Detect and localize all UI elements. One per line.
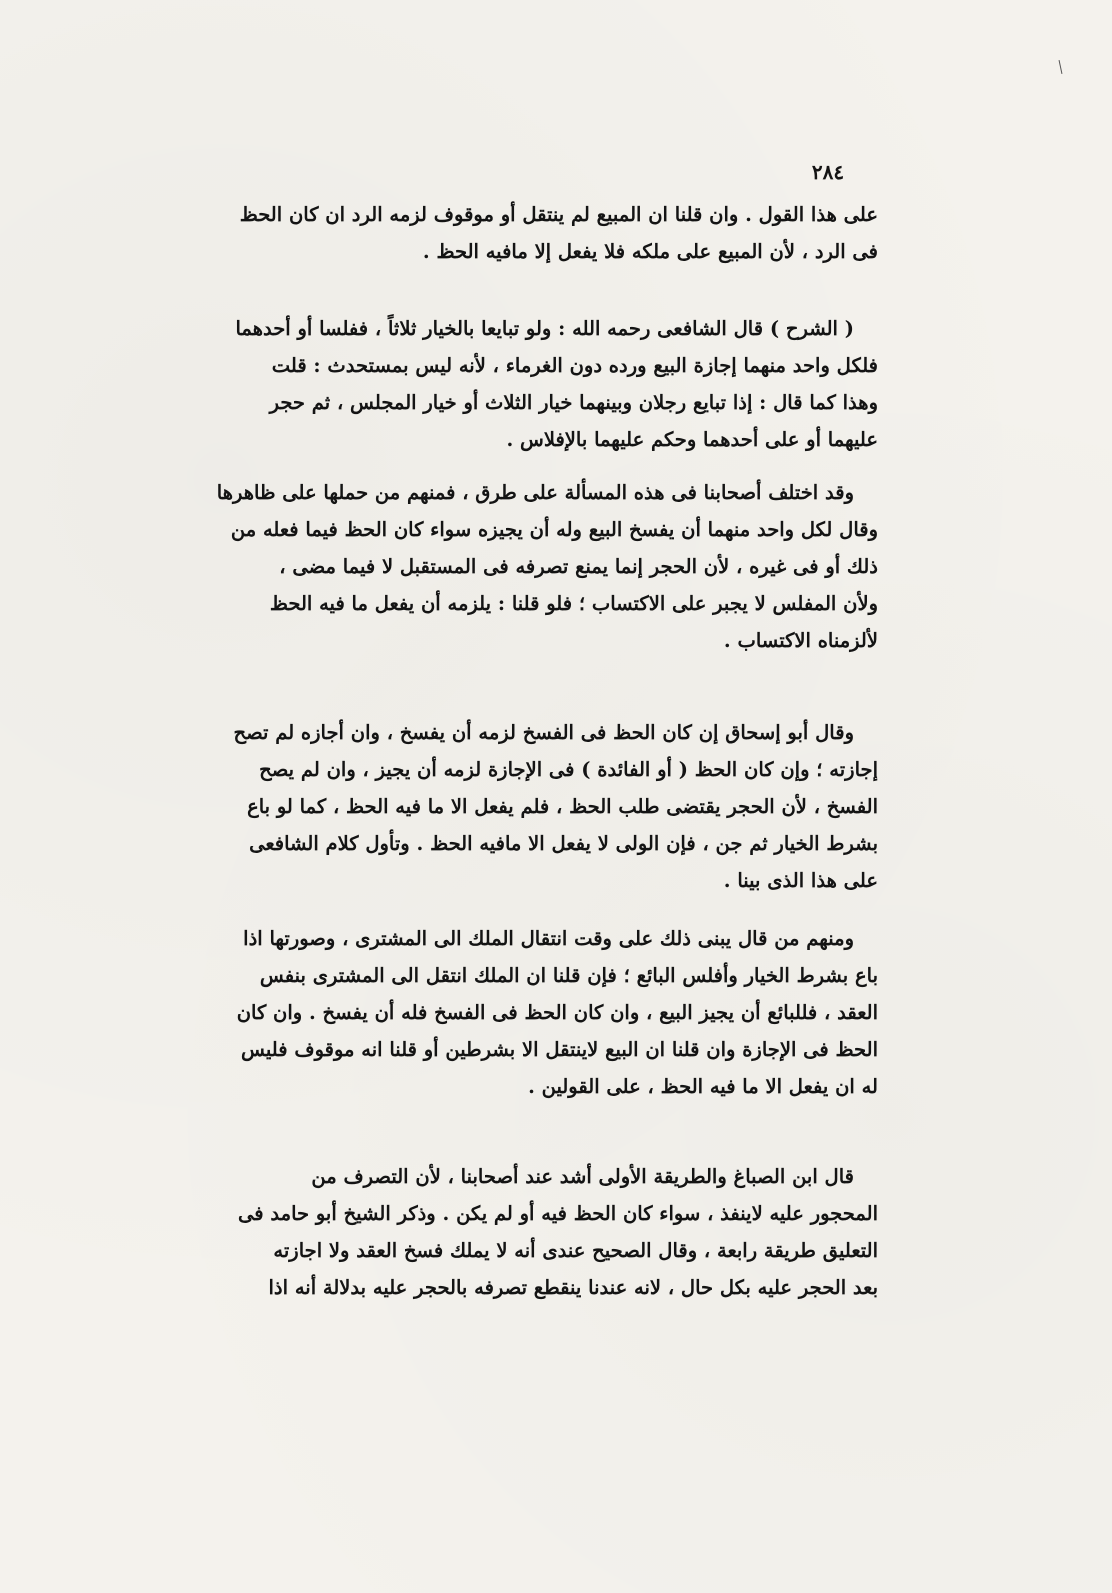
text-line: الفسخ ، لأن الحجر يقتضى طلب الحظ ، فلم يفعل الا ما فيه الحظ ، كما لو باع [247,795,878,818]
text-line: ( الشرح ) قال الشافعى رحمه الله : ولو تبايعا بالخيار ثلاثاً ، ففلسا أو أحدهما [235,317,854,340]
text-line: بشرط الخيار ثم جن ، فإن الولى لا يفعل الا مافيه الحظ . وتأول كلام الشافعى [249,832,878,855]
text-line: باع بشرط الخيار وأفلس البائع ؛ فإن قلنا ان الملك انتقل الى المشترى بنفس [259,964,878,987]
text-line: الحظ فى الإجازة وان قلنا ان البيع لاينتقل الا بشرطين أو قلنا انه موقوف فليس [241,1038,878,1061]
text-line: قال ابن الصباغ والطريقة الأولى أشد عند أصحابنا ، لأن التصرف من [311,1165,854,1188]
text-line: فلكل واحد منهما إجازة البيع ورده دون الغرماء ، لأنه ليس بمستحدث : قلت [271,354,878,377]
page-number: ٢٨٤ [811,160,845,184]
text-line: إجازته ؛ وإن كان الحظ ( أو الفائدة ) فى الإجازة لزمه أن يجيز ، وان لم يصح [259,758,878,781]
paragraph-3 [172,474,878,659]
text-line: المحجور عليه لاينفذ ، سواء كان الحظ فيه أو لم يكن . وذكر الشيخ أبو حامد فى [238,1202,878,1225]
text-line: وهذا كما قال : إذا تبايع رجلان وبينهما خيار الثلاث أو خيار المجلس ، ثم حجر [269,391,878,414]
paragraph-6 [172,1158,878,1306]
text-line: على هذا القول . وان قلنا ان المبيع لم ينتقل أو موقوف لزمه الرد ان كان الحظ [239,203,878,226]
text-line: عليهما أو على أحدهما وحكم عليهما بالإفلاس . [506,428,878,451]
text-line: وقد اختلف أصحابنا فى هذه المسألة على طرق ، فمنهم من حملها على ظاهرها [216,481,854,504]
text-line: بعد الحجر عليه بكل حال ، لانه عندنا ينقطع تصرفه بالحجر عليه بدلالة أنه اذا [268,1276,878,1299]
text-line: ذلك أو فى غيره ، لأن الحجر إنما يمنع تصرفه فى المستقبل لا فيما مضى ، [279,555,878,578]
text-line: ولأن المفلس لا يجبر على الاكتساب ؛ فلو قلنا : يلزمه أن يفعل ما فيه الحظ [269,592,878,615]
paragraph-1 [172,196,878,270]
text-line: وقال أبو إسحاق إن كان الحظ فى الفسخ لزمه أن يفسخ ، وان أجازه لم تصح [233,721,854,744]
paragraph-2 [172,310,878,458]
text-line: العقد ، فللبائع أن يجيز البيع ، وان كان الحظ فى الفسخ فله أن يفسخ . وان كان [236,1001,878,1024]
margin-mark [1059,60,1063,74]
paragraph-4 [172,714,878,899]
text-line: لألزمناه الاكتساب . [723,629,878,652]
text-line: له ان يفعل الا ما فيه الحظ ، على القولين . [528,1075,878,1098]
text-line: وقال لكل واحد منهما أن يفسخ البيع وله أن يجيزه سواء كان الحظ فيما فعله من [230,518,878,541]
text-line: فى الرد ، لأن المبيع على ملكه فلا يفعل إلا مافيه الحظ . [422,240,878,263]
text-line: ومنهم من قال يبنى ذلك على وقت انتقال الملك الى المشترى ، وصورتها اذا [243,927,854,950]
text-line: على هذا الذى بينا . [723,869,878,892]
paragraph-5 [172,920,878,1105]
text-line: التعليق طريقة رابعة ، وقال الصحيح عندى أنه لا يملك فسخ العقد ولا اجازته [273,1239,878,1262]
